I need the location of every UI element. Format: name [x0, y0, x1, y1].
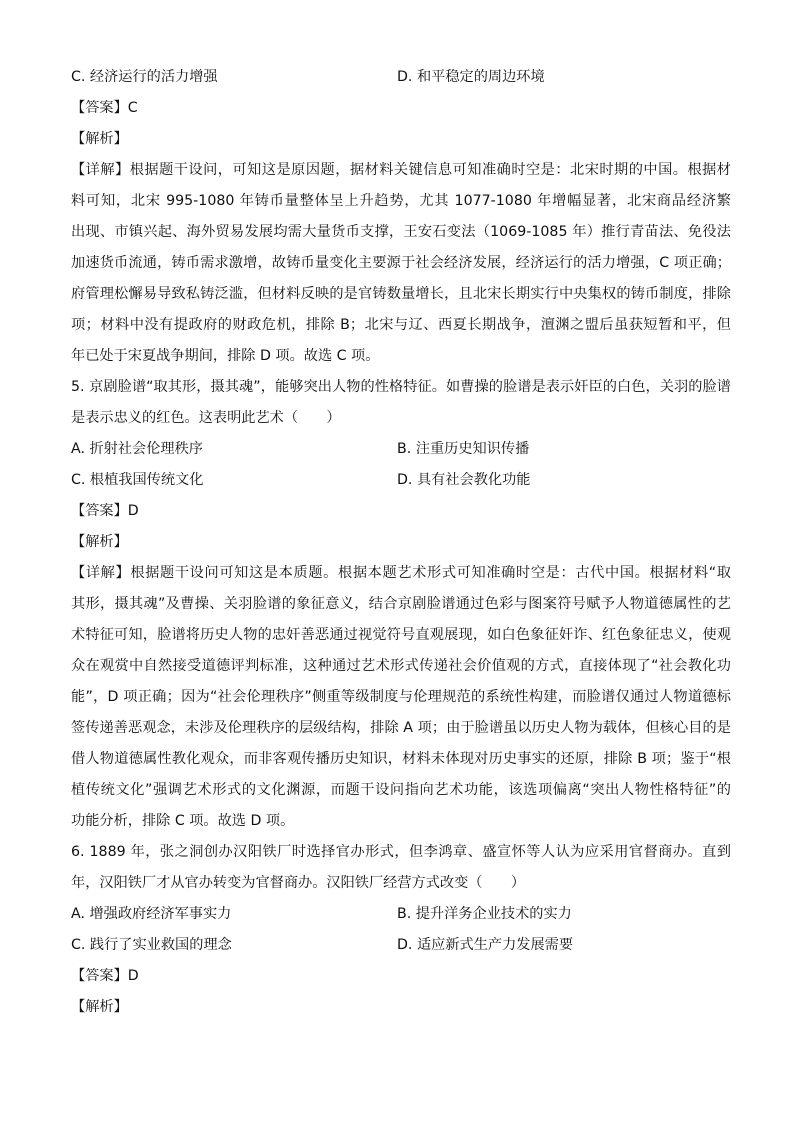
detail-line: 众在观赏中自然接受道德评判标准，这种通过艺术形式传递社会价值观的方式，直接体现了“社会教化功 [71, 658, 731, 674]
detail-line: 料可知，北宋 995-1080 年铸币量整体呈上升趋势，尤其 1077-1080 年增幅显著，北宋商品经济繁 [71, 193, 731, 209]
option-row [71, 930, 731, 961]
detail-line: 功能分析，排除 C 项。故选 D 项。 [71, 813, 295, 829]
detail-line: 能”，D 项正确；因为“社会伦理秩序”侧重等级制度与伦理规范的系统性构建，而脸谱仅通过人物道德标 [71, 689, 731, 705]
answer-label: 【答案】D [71, 503, 139, 519]
detail-line: 【详解】根据题干设问可知这是本质题。根据本题艺术形式可知准确时空是：古代中国。根据材料“取 [71, 565, 731, 581]
option-d: D. 适应新式生产力发展需要 [397, 937, 574, 953]
detail-line: 项；材料中没有提政府的财政危机，排除 B；北宋与辽、西夏长期战争，澶渊之盟后虽获短暂和平，但 [71, 317, 731, 333]
document-page [71, 62, 731, 1023]
option-b: B. 提升洋务企业技术的实力 [397, 906, 572, 922]
detail-line: 【详解】根据题干设问，可知这是原因题，据材料关键信息可知准确时空是：北宋时期的中国。根据材 [71, 162, 731, 178]
detail-line: 其形，摄其魂”及曹操、关羽脸谱的象征意义，结合京剧脸谱通过色彩与图案符号赋予人物道德属性的艺 [71, 596, 731, 612]
analysis-label: 【解析】 [71, 534, 128, 550]
option-c: C. 根植我国传统文化 [71, 472, 204, 488]
detail-line: 加速货币流通，铸币需求激增，故铸币量变化主要源于社会经济发展，经济运行的活力增强，C 项正确； [71, 255, 731, 271]
option-a: A. 增强政府经济军事实力 [71, 906, 232, 922]
option-d: D. 具有社会教化功能 [397, 472, 531, 488]
detail-line: 出现、市镇兴起、海外贸易发展均需大量货币支撑，王安石变法（1069-1085 年）推行青苗法、免役法 [71, 224, 731, 240]
analysis-label: 【解析】 [71, 131, 128, 147]
detail-line: 府管理松懈易导致私铸泛滥，但材料反映的是官铸数量增长，且北宋长期实行中央集权的铸币制度，排除 [71, 286, 731, 302]
option-row [71, 465, 731, 496]
option-b: B. 注重历史知识传播 [397, 441, 530, 457]
answer-label: 【答案】D [71, 968, 139, 984]
detail-line: 植传统文化”强调艺术形式的文化渊源，而题干设问指向艺术功能，该选项偏离“突出人物性格特征”的 [71, 782, 731, 798]
option-c: C. 经济运行的活力增强 [71, 69, 218, 85]
analysis-label: 【解析】 [71, 999, 128, 1015]
detail-line: 术特征可知，脸谱将历史人物的忠奸善恶通过视觉符号直观展现，如白色象征奸诈、红色象征忠义，使观 [71, 627, 731, 643]
option-row [71, 899, 731, 930]
question-stem: 6. 1889 年，张之洞创办汉阳铁厂时选择官办形式，但李鸿章、盛宣怀等人认为应采用官督商办。直到 [71, 844, 731, 860]
detail-line: 签传递善恶观念，未涉及伦理秩序的层级结构，排除 A 项；由于脸谱虽以历史人物为载体，但核心目的是 [71, 720, 731, 736]
question-stem: 是表示忠义的红色。这表明此艺术（ ） [71, 410, 341, 426]
option-a: A. 折射社会伦理秩序 [71, 441, 203, 457]
option-row [71, 62, 731, 93]
detail-line: 年已处于宋夏战争期间，排除 D 项。故选 C 项。 [71, 348, 380, 364]
question-stem: 年，汉阳铁厂才从官办转变为官督商办。汉阳铁厂经营方式改变（ ） [71, 875, 526, 891]
answer-label: 【答案】C [71, 100, 138, 116]
detail-line: 借人物道德属性教化观众，而非客观传播历史知识，材料未体现对历史事实的还原，排除 B 项；鉴于“根 [71, 751, 731, 767]
question-stem: 5. 京剧脸谱“取其形，摄其魂”，能够突出人物的性格特征。如曹操的脸谱是表示奸臣的白色，关羽的脸谱 [71, 379, 731, 395]
option-d: D. 和平稳定的周边环境 [397, 69, 545, 85]
option-row [71, 434, 731, 465]
option-c: C. 践行了实业救国的理念 [71, 937, 232, 953]
